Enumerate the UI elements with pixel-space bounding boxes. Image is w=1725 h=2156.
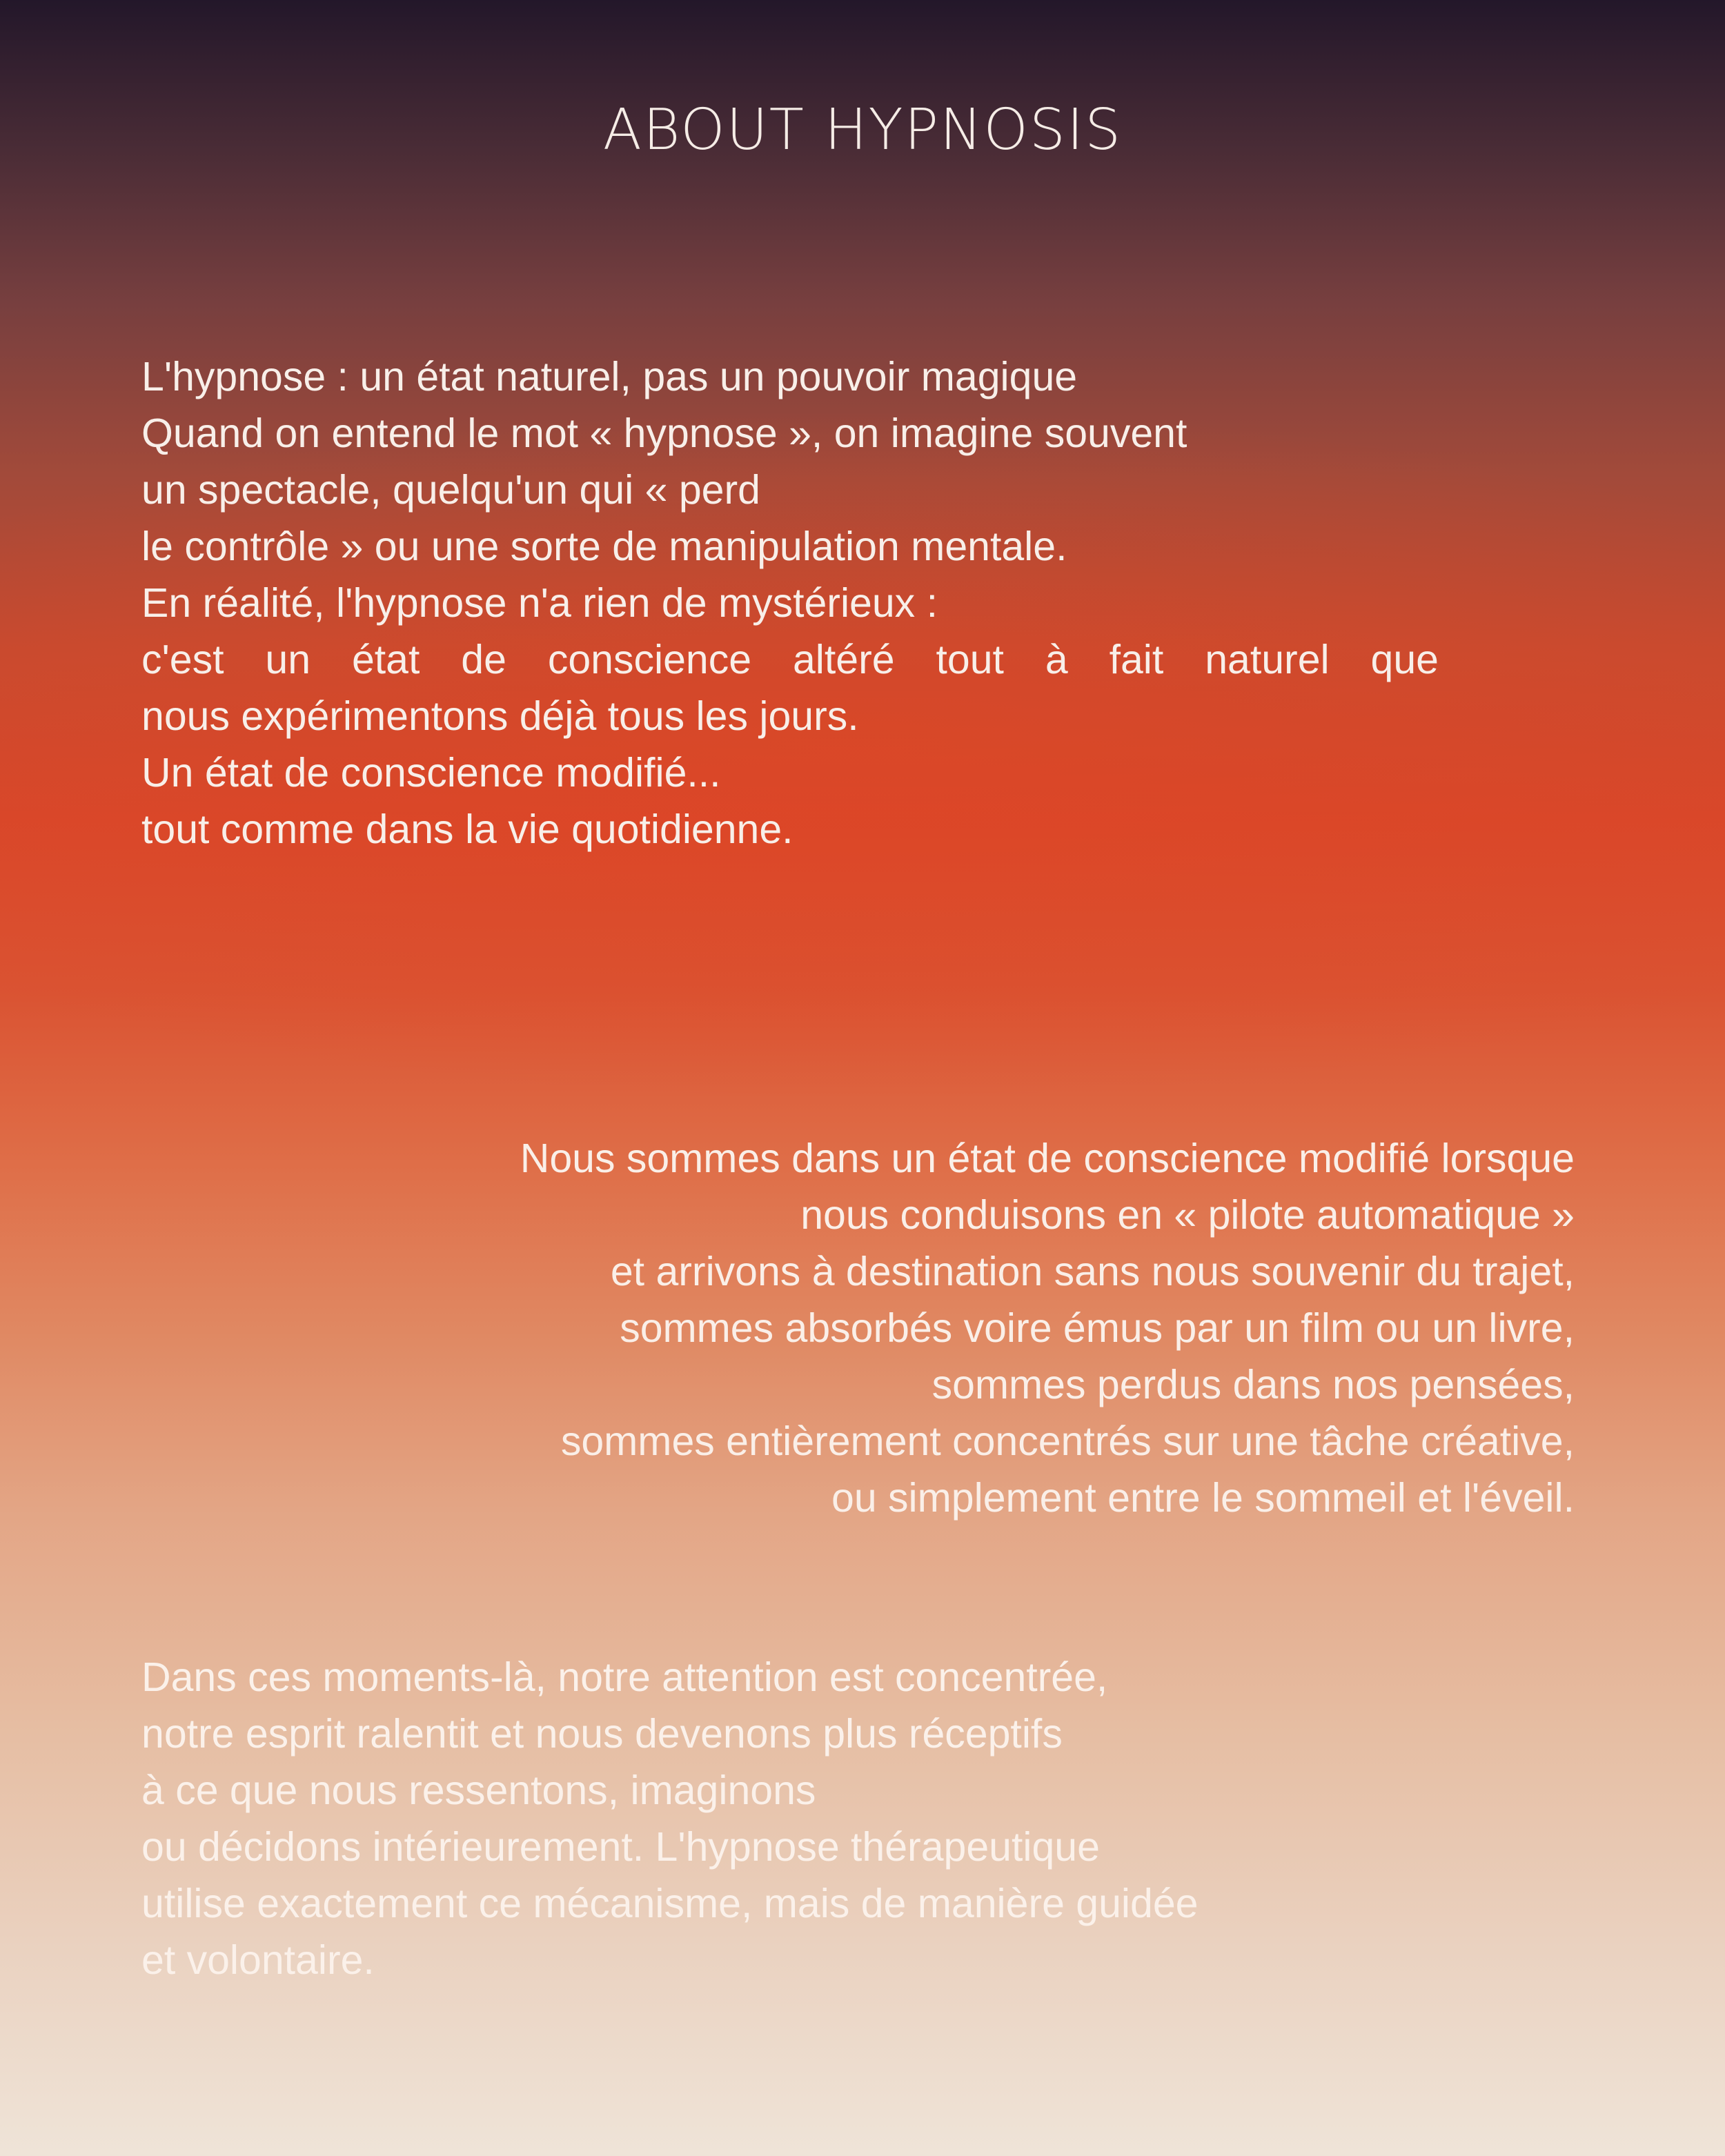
- examples-line: sommes absorbés voire émus par un film ou un livre,: [620, 1305, 1575, 1351]
- intro-line: L'hypnose : un état naturel, pas un pouvoir magique: [141, 354, 1078, 399]
- intro-line: c'est un état de conscience altéré tout à fait naturel que: [141, 637, 1439, 682]
- intro-line: nous expérimentons déjà tous les jours.: [141, 693, 859, 739]
- examples-line: Nous sommes dans un état de conscience modifié lorsque: [520, 1136, 1575, 1181]
- intro-line: Quand on entend le mot « hypnose », on imagine souvent: [141, 411, 1187, 456]
- intro-line: un spectacle, quelqu'un qui « perd: [141, 467, 760, 513]
- examples-line: et arrivons à destination sans nous souvenir du trajet,: [610, 1249, 1575, 1294]
- intro-line: Un état de conscience modifié...: [141, 750, 721, 795]
- examples-line: sommes perdus dans nos pensées,: [931, 1362, 1575, 1407]
- conclusion-line: à ce que nous ressentons, imaginons: [141, 1768, 816, 1813]
- examples-paragraph: [126, 1130, 1575, 1526]
- conclusion-line: Dans ces moments-là, notre attention est concentrée,: [141, 1654, 1108, 1700]
- examples-line: ou simplement entre le sommeil et l'éveil.: [831, 1475, 1575, 1521]
- conclusion-line: notre esprit ralentit et nous devenons plus réceptifs: [141, 1711, 1063, 1757]
- intro-line: En réalité, l'hypnose n'a rien de mystérieux :: [141, 580, 938, 626]
- page-title: ABOUT HYPNOSIS: [602, 97, 1123, 163]
- examples-line: sommes entièrement concentrés sur une tâche créative,: [560, 1418, 1575, 1464]
- conclusion-paragraph: [141, 1649, 1452, 1988]
- intro-paragraph: [141, 348, 1439, 858]
- conclusion-line: ou décidons intérieurement. L'hypnose thérapeutique: [141, 1824, 1100, 1870]
- intro-line: le contrôle » ou une sorte de manipulation mentale.: [141, 524, 1067, 569]
- conclusion-line: utilise exactement ce mécanisme, mais de manière guidée: [141, 1881, 1199, 1926]
- intro-line: tout comme dans la vie quotidienne.: [141, 807, 793, 852]
- examples-line: nous conduisons en « pilote automatique »: [800, 1192, 1575, 1238]
- conclusion-line: et volontaire.: [141, 1937, 375, 1983]
